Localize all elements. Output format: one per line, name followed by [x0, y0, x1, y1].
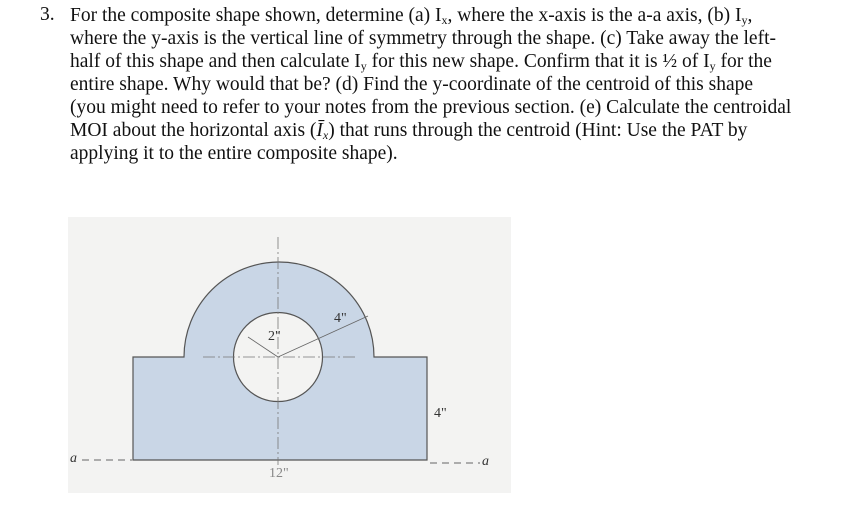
subscript: y — [360, 59, 367, 73]
problem-line-6 — [70, 119, 791, 142]
problem-line-2: where the y-axis is the vertical line of symmetry through the shape. (c) Take away the left- — [70, 28, 776, 49]
problem-line-7: applying it to the entire composite shape). — [70, 143, 398, 164]
outer-radius-label: 4" — [334, 311, 347, 326]
width-label: 12" — [269, 466, 289, 481]
problem-line-1 — [70, 4, 791, 27]
italic-symbol: Ī — [316, 120, 323, 141]
problem-text — [70, 4, 791, 165]
composite-shape — [133, 262, 427, 460]
composite-shape-figure — [68, 217, 511, 493]
text-segment: half of this shape and then calculate I — [70, 51, 361, 72]
text-segment: , — [747, 5, 753, 26]
text-segment: MOI about the horizontal axis ( — [70, 120, 317, 141]
subscript: y — [741, 13, 748, 27]
axis-a-left-label: a — [70, 451, 77, 466]
text-segment: For the composite shape shown, determine (a) I — [70, 5, 442, 26]
subscript: x — [322, 128, 329, 142]
problem-line-5: (you might need to refer to your notes from the previous section. (e) Calculate the centroidal — [70, 97, 792, 118]
text-segment: for this new shape. Confirm that it is ½ of I — [366, 51, 710, 72]
axis-a-right-label: a — [482, 454, 489, 469]
text-segment: , where the x-axis is the a-a axis, (b) I — [447, 5, 742, 26]
text-segment: for the — [715, 51, 772, 72]
inner-radius-label: 2" — [268, 329, 281, 344]
subscript: x — [441, 13, 448, 27]
shape-drawing — [68, 217, 511, 493]
height-label: 4" — [434, 406, 447, 421]
problem-line-4: entire shape. Why would that be? (d) Find the y-coordinate of the centroid of this shape — [70, 74, 754, 95]
problem-line-3 — [70, 50, 791, 73]
subscript: y — [709, 59, 716, 73]
text-segment: ) that runs through the centroid (Hint: Use the PAT by — [328, 120, 748, 141]
problem-number: 3. — [40, 4, 55, 25]
